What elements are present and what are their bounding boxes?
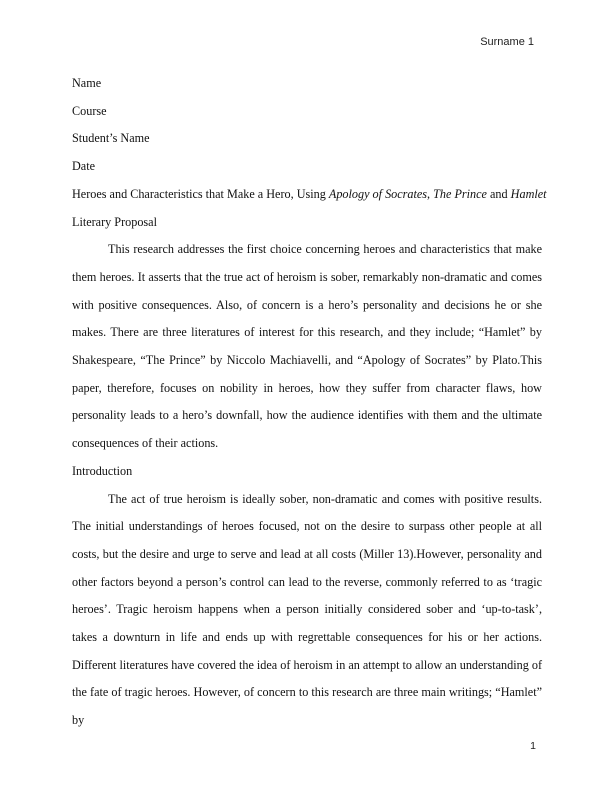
- date-line: Date: [72, 159, 96, 174]
- course-line: Course: [72, 103, 107, 118]
- student-name-placeholder-line: Student’s Name: [72, 131, 150, 146]
- title-separator-1: ,: [427, 186, 434, 201]
- introduction-paragraph: The act of true heroism is ideally sober, non-dramatic and comes with positive results. The initial understandings of heroes focused, not on the desire to surpass other people at all costs, but the desire and urge to serve and lead at all costs (Miller 13).However, personality and other factors beyond a person’s control can lead to the reverse, commonly referred to as ‘tragic heroes’. Tragic heroism happens when a person initially considered sober and ‘up-to-task’, takes a downturn in life and ends up with regrettable consequences for his or her actions. Different literatures have covered the idea of heroism in an attempt to allow an understanding of the fate of tragic heroes. However, of concern to this research are three main writings; “Hamlet” by: [72, 491, 542, 728]
- title-work-prince: The Prince: [433, 186, 487, 201]
- title-work-hamlet: Hamlet: [510, 186, 547, 201]
- page-number: 1: [530, 740, 536, 752]
- title-work-apology: Apology of Socrates: [328, 186, 428, 201]
- title-prefix: Heroes and Characteristics that Make a Hero, Using: [72, 186, 329, 201]
- proposal-heading: Literary Proposal: [72, 214, 157, 229]
- introduction-heading: Introduction: [72, 463, 133, 478]
- running-head: Surname 1: [480, 36, 534, 48]
- title-separator-2: and: [486, 186, 511, 201]
- document-body: [72, 70, 547, 735]
- student-name-line: Name: [72, 76, 102, 90]
- proposal-paragraph: This research addresses the first choice concerning heroes and characteristics that make them heroes. It asserts that the true act of heroism is sober, remarkably non-dramatic and comes with positive consequences. Also, of concern is a hero’s personality and decisions he or she makes. There are three literatures of interest for this research, and they include; “Hamlet” by Shakespeare, “The Prince” by Niccolo Machiavelli, and “Apology of Socrates” by Plato.This paper, therefore, focuses on nobility in heroes, how they suffer from character flaws, how personality leads to a hero’s downfall, how the audience identifies with them and the ultimate consequences of their actions.: [72, 242, 542, 451]
- document-title: [72, 181, 547, 209]
